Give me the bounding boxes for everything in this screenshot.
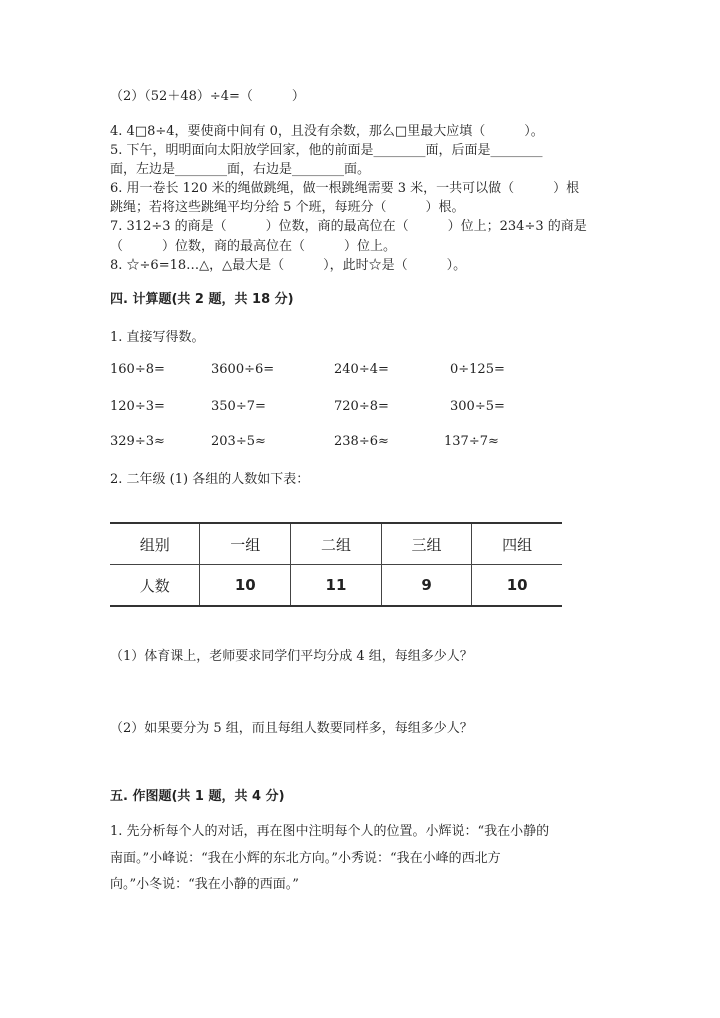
calc-item: 240÷4= [334, 362, 389, 377]
calc-item: 350÷7= [211, 399, 266, 414]
question-6-line1: 6. 用一卷长 120 米的绳做跳绳，做一根跳绳需要 3 米，一共可以做（ ）根 [110, 181, 580, 196]
calc-item: 720÷8= [334, 399, 389, 414]
calc-item: 238÷6≈ [334, 434, 389, 449]
calc-item: 3600÷6= [211, 362, 275, 377]
question-8: 8. ☆÷6=18…△，△最大是（ ），此时☆是（ ）。 [110, 258, 467, 273]
question-5-line2: 面，左边是________面，右边是________面。 [110, 162, 371, 177]
calc-q1: 1. 直接写得数。 [110, 330, 205, 345]
calc-item: 0÷125= [450, 362, 505, 377]
table-cell: 9 [381, 565, 471, 607]
table-cell: 10 [200, 565, 291, 607]
table-header-row [110, 523, 562, 565]
table-cell: 一组 [200, 523, 291, 565]
question-5-line1: 5. 下午，明明面向太阳放学回家，他的前面是________面，后面是________ [110, 143, 543, 158]
sub-question-1: （1）体育课上，老师要求同学们平均分成 4 组，每组多少人？ [110, 649, 473, 664]
calc-item: 203÷5≈ [211, 434, 266, 449]
table-cell: 三组 [381, 523, 471, 565]
section-4-title: 四. 计算题(共 2 题，共 18 分) [110, 292, 294, 307]
sub-question-2: （2）如果要分为 5 组，而且每组人数要同样多，每组多少人？ [110, 721, 473, 736]
question-6-line2: 跳绳；若将这些跳绳平均分给 5 个班，每班分（ ）根。 [110, 200, 465, 215]
calc-item: 120÷3= [110, 399, 165, 414]
question-4: 4. 4□8÷4，要使商中间有 0，且没有余数，那么□里最大应填（ ）。 [110, 124, 544, 139]
question-3-2: （2）（52＋48）÷4=（ ） [110, 89, 305, 104]
question-7-line1: 7. 312÷3 的商是（ ）位数，商的最高位在（ ）位上；234÷3 的商是 [110, 219, 587, 234]
calc-item: 329÷3≈ [110, 434, 165, 449]
drawing-q1-line2: 南面。”小峰说：“我在小辉的东北方向。”小秀说：“我在小峰的西北方 [110, 851, 501, 866]
table-cell: 组别 [110, 523, 200, 565]
calc-item: 300÷5= [450, 399, 505, 414]
table-q2: 2. 二年级 (1) 各组的人数如下表： [110, 472, 310, 487]
table-row [110, 565, 562, 607]
table-cell: 人数 [110, 565, 200, 607]
group-table [110, 522, 562, 607]
drawing-q1-line3: 向。”小冬说：“我在小静的西面。” [110, 877, 299, 892]
section-5-title: 五. 作图题(共 1 题，共 4 分) [110, 789, 285, 804]
drawing-q1-line1: 1. 先分析每个人的对话，再在图中注明每个人的位置。小辉说：“我在小静的 [110, 824, 550, 839]
question-7-line2: （ ）位数，商的最高位在（ ）位上。 [110, 239, 397, 254]
table-cell: 四组 [472, 523, 562, 565]
table-cell: 10 [472, 565, 562, 607]
table-cell: 二组 [291, 523, 382, 565]
calc-item: 160÷8= [110, 362, 165, 377]
table-cell: 11 [291, 565, 382, 607]
calc-item: 137÷7≈ [444, 434, 499, 449]
